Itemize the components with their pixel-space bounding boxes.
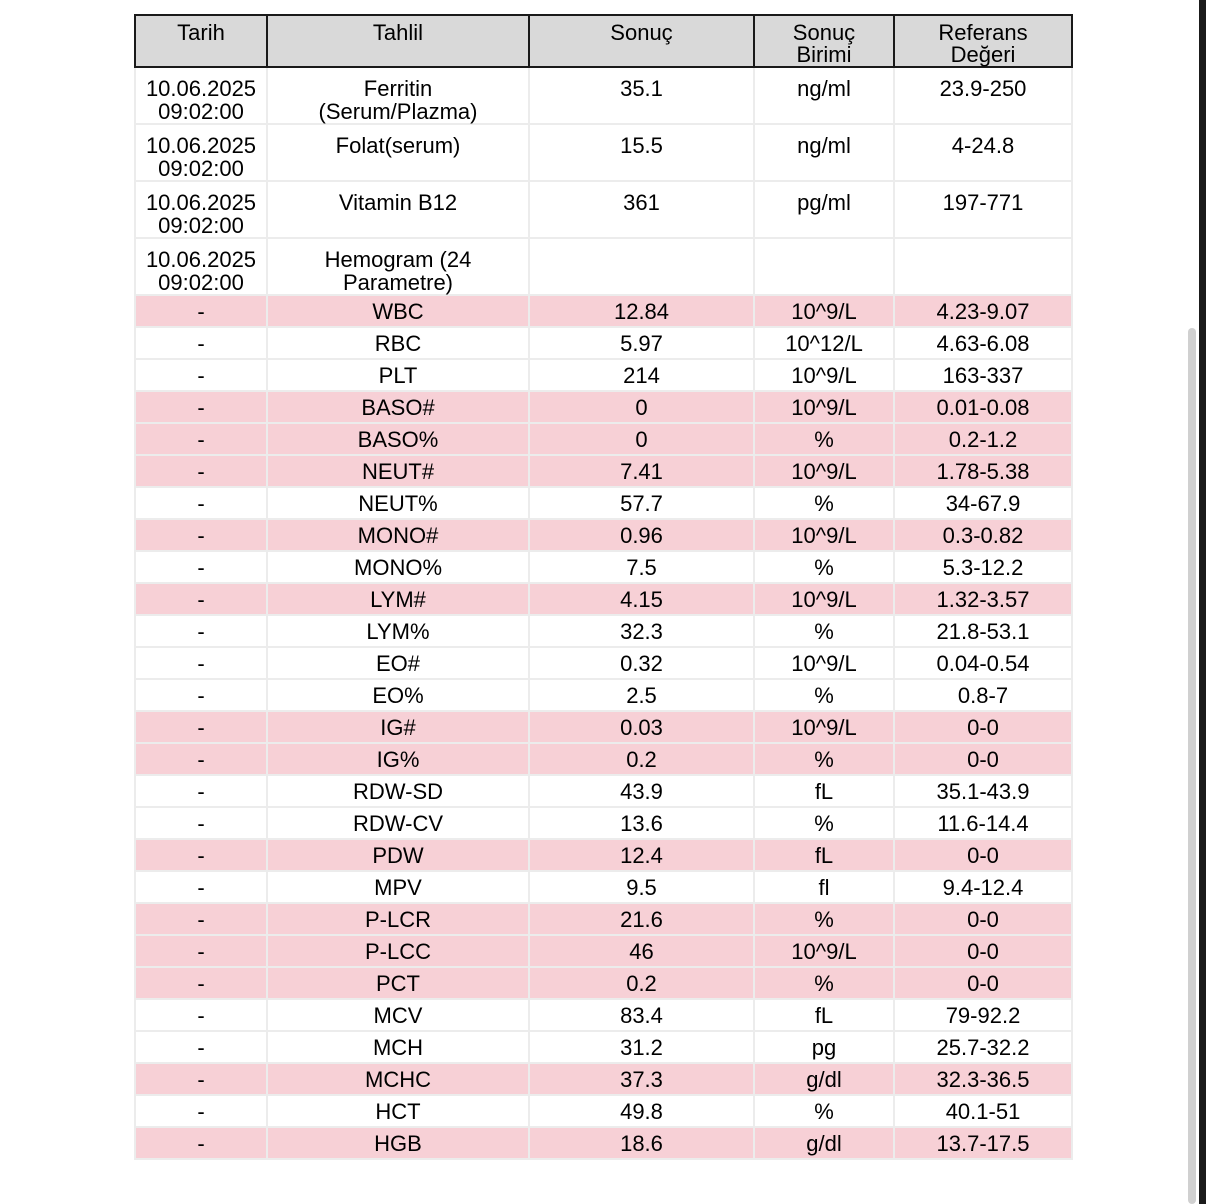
result-cell: 35.1	[529, 67, 754, 124]
test-name-cell: Hemogram (24 Parametre)	[267, 238, 529, 295]
reference-cell: 4.23-9.07	[894, 295, 1072, 327]
reference-cell: 4-24.8	[894, 124, 1072, 181]
table-row	[135, 1095, 1072, 1127]
table-row	[135, 679, 1072, 711]
date-cell: -	[135, 935, 267, 967]
date-cell: -	[135, 519, 267, 551]
result-cell: 43.9	[529, 775, 754, 807]
result-cell: 7.41	[529, 455, 754, 487]
result-cell: 15.5	[529, 124, 754, 181]
table-row	[135, 391, 1072, 423]
table-row	[135, 999, 1072, 1031]
header-sonuc-birimi: Sonuç Birimi	[754, 15, 894, 67]
table-row	[135, 615, 1072, 647]
result-cell: 0	[529, 423, 754, 455]
date-cell: -	[135, 999, 267, 1031]
result-cell: 7.5	[529, 551, 754, 583]
result-cell: 0.2	[529, 743, 754, 775]
unit-cell: %	[754, 615, 894, 647]
test-name-cell: MCH	[267, 1031, 529, 1063]
result-cell: 0.96	[529, 519, 754, 551]
result-cell: 31.2	[529, 1031, 754, 1063]
reference-cell: 0-0	[894, 903, 1072, 935]
unit-cell: g/dl	[754, 1063, 894, 1095]
test-name-cell: BASO#	[267, 391, 529, 423]
date-cell: -	[135, 391, 267, 423]
date-cell: -	[135, 807, 267, 839]
table-row	[135, 295, 1072, 327]
test-name-cell: LYM%	[267, 615, 529, 647]
table-row	[135, 359, 1072, 391]
test-name-cell: HCT	[267, 1095, 529, 1127]
result-cell: 18.6	[529, 1127, 754, 1159]
result-cell: 21.6	[529, 903, 754, 935]
test-name-cell: EO#	[267, 647, 529, 679]
test-name-cell: MCHC	[267, 1063, 529, 1095]
date-cell: -	[135, 1031, 267, 1063]
date-cell: -	[135, 743, 267, 775]
result-cell: 0.03	[529, 711, 754, 743]
header-referans-degeri: Referans Değeri	[894, 15, 1072, 67]
table-row	[135, 181, 1072, 238]
unit-cell: %	[754, 967, 894, 999]
reference-cell: 21.8-53.1	[894, 615, 1072, 647]
reference-cell: 25.7-32.2	[894, 1031, 1072, 1063]
unit-cell: fl	[754, 871, 894, 903]
result-cell	[529, 238, 754, 295]
unit-cell: 10^12/L	[754, 327, 894, 359]
unit-cell: 10^9/L	[754, 295, 894, 327]
table-row	[135, 1063, 1072, 1095]
unit-cell: pg/ml	[754, 181, 894, 238]
result-cell: 46	[529, 935, 754, 967]
unit-cell	[754, 238, 894, 295]
result-cell: 13.6	[529, 807, 754, 839]
table-row	[135, 743, 1072, 775]
reference-cell: 35.1-43.9	[894, 775, 1072, 807]
test-name-cell: IG#	[267, 711, 529, 743]
unit-cell: %	[754, 743, 894, 775]
reference-cell: 0.01-0.08	[894, 391, 1072, 423]
test-name-cell: MONO#	[267, 519, 529, 551]
unit-cell: %	[754, 551, 894, 583]
result-cell: 12.84	[529, 295, 754, 327]
unit-cell: 10^9/L	[754, 935, 894, 967]
date-cell: -	[135, 455, 267, 487]
reference-cell: 34-67.9	[894, 487, 1072, 519]
result-cell: 37.3	[529, 1063, 754, 1095]
scrollbar[interactable]	[1188, 328, 1196, 1204]
reference-cell: 11.6-14.4	[894, 807, 1072, 839]
reference-cell	[894, 238, 1072, 295]
table-row	[135, 1031, 1072, 1063]
reference-cell: 40.1-51	[894, 1095, 1072, 1127]
unit-cell: 10^9/L	[754, 519, 894, 551]
date-cell: -	[135, 871, 267, 903]
test-name-cell: Folat(serum)	[267, 124, 529, 181]
date-cell: -	[135, 679, 267, 711]
test-name-cell: PCT	[267, 967, 529, 999]
reference-cell: 32.3-36.5	[894, 1063, 1072, 1095]
table-row	[135, 967, 1072, 999]
reference-cell: 0.8-7	[894, 679, 1072, 711]
test-name-cell: LYM#	[267, 583, 529, 615]
date-cell: -	[135, 839, 267, 871]
test-name-cell: MONO%	[267, 551, 529, 583]
test-name-cell: P-LCR	[267, 903, 529, 935]
date-cell: -	[135, 775, 267, 807]
test-name-cell: WBC	[267, 295, 529, 327]
test-name-cell: P-LCC	[267, 935, 529, 967]
result-cell: 57.7	[529, 487, 754, 519]
reference-cell: 1.32-3.57	[894, 583, 1072, 615]
table-row	[135, 871, 1072, 903]
table-row	[135, 647, 1072, 679]
result-cell: 5.97	[529, 327, 754, 359]
table-header	[135, 15, 1072, 67]
table-body	[135, 67, 1072, 1159]
unit-cell: ng/ml	[754, 124, 894, 181]
table-row	[135, 775, 1072, 807]
unit-cell: 10^9/L	[754, 647, 894, 679]
unit-cell: 10^9/L	[754, 583, 894, 615]
reference-cell: 0.3-0.82	[894, 519, 1072, 551]
reference-cell: 79-92.2	[894, 999, 1072, 1031]
date-cell: -	[135, 967, 267, 999]
result-cell: 0.2	[529, 967, 754, 999]
test-name-cell: RBC	[267, 327, 529, 359]
date-cell: 10.06.2025 09:02:00	[135, 124, 267, 181]
date-cell: -	[135, 327, 267, 359]
date-cell: 10.06.2025 09:02:00	[135, 67, 267, 124]
table-row	[135, 487, 1072, 519]
table-row	[135, 839, 1072, 871]
date-cell: -	[135, 1095, 267, 1127]
test-name-cell: Vitamin B12	[267, 181, 529, 238]
table-row	[135, 583, 1072, 615]
reference-cell: 5.3-12.2	[894, 551, 1072, 583]
reference-cell: 0.2-1.2	[894, 423, 1072, 455]
result-cell: 2.5	[529, 679, 754, 711]
unit-cell: fL	[754, 999, 894, 1031]
date-cell: -	[135, 1127, 267, 1159]
date-cell: -	[135, 711, 267, 743]
result-cell: 9.5	[529, 871, 754, 903]
unit-cell: 10^9/L	[754, 455, 894, 487]
reference-cell: 0.04-0.54	[894, 647, 1072, 679]
reference-cell: 0-0	[894, 743, 1072, 775]
unit-cell: pg	[754, 1031, 894, 1063]
table-row	[135, 551, 1072, 583]
unit-cell: %	[754, 1095, 894, 1127]
unit-cell: %	[754, 679, 894, 711]
date-cell: -	[135, 487, 267, 519]
reference-cell: 197-771	[894, 181, 1072, 238]
date-cell: -	[135, 903, 267, 935]
table-row	[135, 238, 1072, 295]
header-row	[135, 15, 1072, 67]
table-row	[135, 711, 1072, 743]
test-name-cell: NEUT%	[267, 487, 529, 519]
unit-cell: ng/ml	[754, 67, 894, 124]
test-name-cell: BASO%	[267, 423, 529, 455]
unit-cell: g/dl	[754, 1127, 894, 1159]
unit-cell: %	[754, 487, 894, 519]
result-cell: 0	[529, 391, 754, 423]
result-cell: 12.4	[529, 839, 754, 871]
test-name-cell: MCV	[267, 999, 529, 1031]
table-row	[135, 935, 1072, 967]
test-name-cell: HGB	[267, 1127, 529, 1159]
result-cell: 49.8	[529, 1095, 754, 1127]
unit-cell: fL	[754, 839, 894, 871]
header-sonuc: Sonuç	[529, 15, 754, 67]
reference-cell: 0-0	[894, 839, 1072, 871]
unit-cell: %	[754, 807, 894, 839]
test-name-cell: NEUT#	[267, 455, 529, 487]
unit-cell: 10^9/L	[754, 391, 894, 423]
table-row	[135, 1127, 1072, 1159]
test-name-cell: RDW-CV	[267, 807, 529, 839]
table-row	[135, 903, 1072, 935]
result-cell: 361	[529, 181, 754, 238]
date-cell: 10.06.2025 09:02:00	[135, 238, 267, 295]
table-row	[135, 327, 1072, 359]
reference-cell: 0-0	[894, 711, 1072, 743]
unit-cell: 10^9/L	[754, 711, 894, 743]
header-tarih: Tarih	[135, 15, 267, 67]
table-row	[135, 455, 1072, 487]
date-cell: -	[135, 295, 267, 327]
reference-cell: 4.63-6.08	[894, 327, 1072, 359]
reference-cell: 0-0	[894, 967, 1072, 999]
lab-results-table	[134, 14, 1073, 1160]
reference-cell: 23.9-250	[894, 67, 1072, 124]
table-row	[135, 124, 1072, 181]
test-name-cell: IG%	[267, 743, 529, 775]
date-cell: -	[135, 423, 267, 455]
date-cell: -	[135, 359, 267, 391]
header-tahlil: Tahlil	[267, 15, 529, 67]
reference-cell: 1.78-5.38	[894, 455, 1072, 487]
unit-cell: fL	[754, 775, 894, 807]
result-cell: 0.32	[529, 647, 754, 679]
test-name-cell: RDW-SD	[267, 775, 529, 807]
table-row	[135, 807, 1072, 839]
table-row	[135, 519, 1072, 551]
reference-cell: 163-337	[894, 359, 1072, 391]
result-cell: 214	[529, 359, 754, 391]
result-cell: 83.4	[529, 999, 754, 1031]
date-cell: 10.06.2025 09:02:00	[135, 181, 267, 238]
unit-cell: %	[754, 903, 894, 935]
result-cell: 32.3	[529, 615, 754, 647]
date-cell: -	[135, 551, 267, 583]
test-name-cell: MPV	[267, 871, 529, 903]
unit-cell: %	[754, 423, 894, 455]
result-cell: 4.15	[529, 583, 754, 615]
date-cell: -	[135, 647, 267, 679]
reference-cell: 0-0	[894, 935, 1072, 967]
date-cell: -	[135, 583, 267, 615]
test-name-cell: Ferritin (Serum/Plazma)	[267, 67, 529, 124]
date-cell: -	[135, 615, 267, 647]
test-name-cell: EO%	[267, 679, 529, 711]
table-row	[135, 423, 1072, 455]
date-cell: -	[135, 1063, 267, 1095]
table-row	[135, 67, 1072, 124]
reference-cell: 13.7-17.5	[894, 1127, 1072, 1159]
test-name-cell: PDW	[267, 839, 529, 871]
test-name-cell: PLT	[267, 359, 529, 391]
reference-cell: 9.4-12.4	[894, 871, 1072, 903]
unit-cell: 10^9/L	[754, 359, 894, 391]
